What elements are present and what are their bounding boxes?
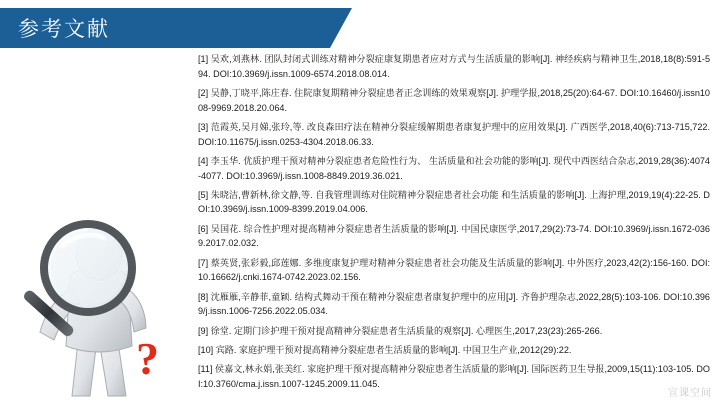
reference-item: [1] 吴欢,刘燕林. 团队封闭式训练对精神分裂症康复期患者应对方式与生活质量的影响[J]. 神经疾病与精神卫生,2018,18(8):591-594. DOI:10.3969/j.issn.1009-6574.2018.08.014. bbox=[198, 54, 710, 79]
reference-list bbox=[198, 52, 710, 400]
reference-item: [6] 吴国花. 综合性护理对提高精神分裂症患者生活质量的影响[J]. 中国民康医学,2017,29(2):73-74. DOI:10.3969/j.issn.1672-0369.2017.02.032. bbox=[198, 223, 710, 249]
reference-item: [11] 侯嘉文,林永娟,张美红. 家庭护理干预对提高精神分裂症患者生活质量的影响[J]. 国际医药卫生导报,2009,15(11):103-105. DOI:10.3760/cma.j.issn.1007-1245.2009.11.045. bbox=[198, 363, 710, 389]
title-banner-tail bbox=[330, 8, 352, 48]
person-with-magnifier-illustration bbox=[0, 196, 210, 405]
reference-item: [8] 沈雁雁,辛静菲,童颖. 结构式舞动干预在精神分裂症患者康复护理中的应用[J]. 齐鲁护理杂志,2022,28(5):103-106. DOI:10.3969/j.issn.1006-7256.2022.05.034. bbox=[198, 291, 710, 317]
reference-item: [4] 李玉华. 优质护理干预对精神分裂症患者危险性行为、 生活质量和社会功能的影响[J]. 现代中西医结合杂志,2019,28(36):4074-4077. DOI:10.3969/j.issn.1008-8849.2019.36.021. bbox=[198, 155, 710, 181]
reference-item: [7] 蔡英贤,张彩毅,邱莲娜. 多维度康复护理对精神分裂症患者社会功能及生活质量的影响[J]. 中外医疗,2023,42(2):156-160. DOI:10.16662/j.cnki.1674-0742.2023.02.156. bbox=[198, 257, 710, 283]
reference-item: [9] 徐堂. 定期门诊护理干预对提高精神分裂症患者生活质量的观察[J]. 心理医生,2017,23(23):265-266. bbox=[198, 325, 603, 336]
slide-title-banner bbox=[0, 8, 330, 48]
reference-item: [2] 吴静,丁晓平,陈庄春. 住院康复期精神分裂症患者正念训练的效果观察[J]. 护理学报,2018,25(20):64-67. DOI:10.16460/j.issn1008-9969.2018.20.064. bbox=[198, 87, 710, 113]
reference-item: [10] 宾路. 家庭护理干预对提高精神分裂症患者生活质量的影响[J]. 中国卫生产业,2012(29):22. bbox=[198, 344, 572, 355]
reference-item: [3] 范霞英,吴月娣,张玲,等. 改良森田疗法在精神分裂症缓解期患者康复护理中的应用效果[J]. 广西医学,2018,40(6):713-715,722. DOI:10.11675/j.issn.0253-4304.2018.06.33. bbox=[198, 121, 710, 147]
reference-item: [5] 朱晓洁,曹新林,徐文静,等. 自我管理训练对住院精神分裂症患者社会功能 和生活质量的影响[J]. 上海护理,2019,19(4):22-25. DOI:10.3969/j.issn.1009-8399.2019.04.006. bbox=[198, 189, 710, 215]
watermark-text: 宣课空间 bbox=[668, 388, 712, 399]
question-mark-icon: ? bbox=[136, 333, 159, 384]
page-title: 参考文献 bbox=[18, 18, 110, 41]
